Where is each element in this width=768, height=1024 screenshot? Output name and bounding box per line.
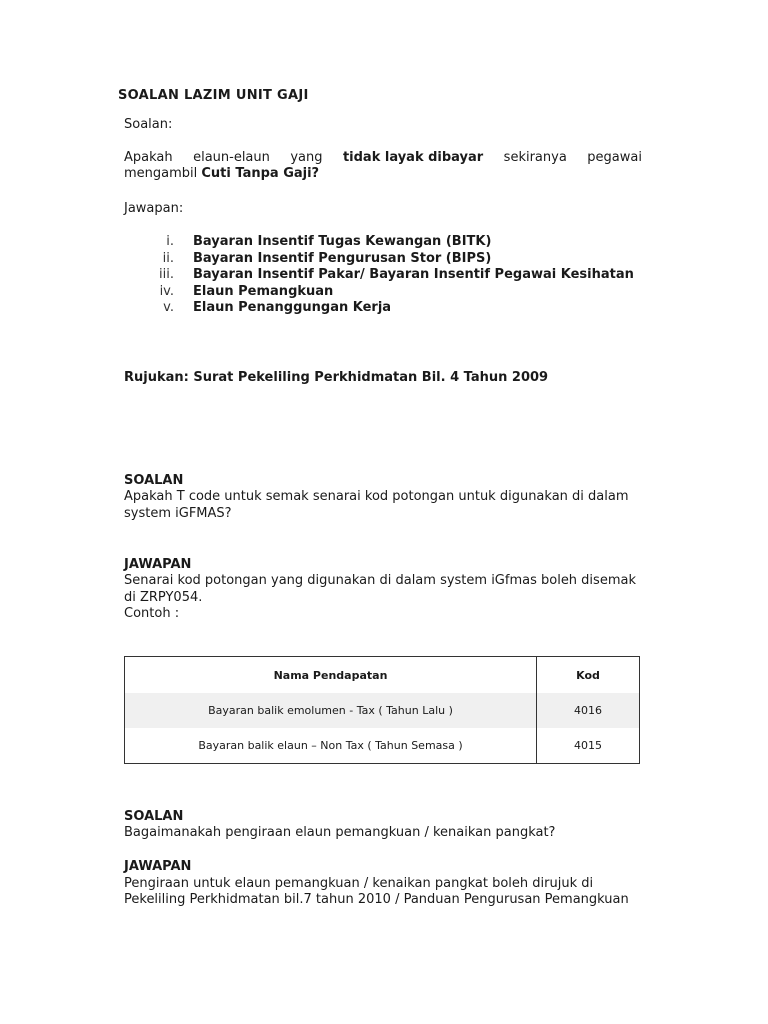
table-cell: Bayaran balik emolumen - Tax ( Tahun Lalu ) xyxy=(125,693,537,728)
section1-question-line2 xyxy=(124,166,319,182)
column-header-kod: Kod xyxy=(537,657,640,694)
section1-question-line2-prefix: mengambil xyxy=(124,166,202,181)
deduction-code-table xyxy=(124,656,640,764)
document-title: SOALAN LAZIM UNIT GAJI xyxy=(118,88,309,103)
table-row xyxy=(125,693,640,728)
list-item xyxy=(124,267,664,284)
list-item-number: iii. xyxy=(159,267,174,282)
section3-answer-line1: Pengiraan untuk elaun pemangkuan / kenaikan pangkat boleh dirujuk di xyxy=(124,876,594,891)
list-item-number: ii. xyxy=(162,250,174,266)
section1-question-line2-emphasis: Cuti Tanpa Gaji? xyxy=(201,166,320,181)
list-item-number: i. xyxy=(166,234,174,249)
table-cell: 4016 xyxy=(537,693,640,728)
table-cell: 4015 xyxy=(537,728,640,764)
section1-reference: Rujukan: Surat Pekeliling Perkhidmatan Bil. 4 Tahun 2009 xyxy=(124,370,549,385)
section1-question-word: sekiranya xyxy=(503,150,567,165)
section1-question-word: Apakah xyxy=(124,150,173,165)
section3-question-label: SOALAN xyxy=(124,809,184,824)
section1-answer-list xyxy=(124,234,664,317)
list-item xyxy=(124,251,664,268)
list-item xyxy=(124,234,664,251)
section1-question-word: pegawai xyxy=(587,150,642,165)
section2-example-label: Contoh : xyxy=(124,606,180,621)
list-item-text: Bayaran Insentif Tugas Kewangan (BITK) xyxy=(193,234,492,249)
list-item-text: Elaun Pemangkuan xyxy=(193,283,334,299)
section1-question-label: Soalan: xyxy=(124,117,173,132)
section3-answer-line2: Pekeliling Perkhidmatan bil.7 tahun 2010 / Panduan Pengurusan Pemangkuan xyxy=(124,892,629,907)
list-item-text: Elaun Penanggungan Kerja xyxy=(193,300,392,315)
section2-question-text: Apakah T code untuk semak senarai kod potongan untuk digunakan di dalam system iGFMAS? xyxy=(124,489,629,521)
section3-answer-label: JAWAPAN xyxy=(124,859,192,874)
section1-question-line1 xyxy=(124,150,642,166)
section3-question-text: Bagaimanakah pengiraan elaun pemangkuan / kenaikan pangkat? xyxy=(124,825,556,840)
section1-question-emphasis: tidak layak dibayar xyxy=(342,150,484,165)
column-header-nama-pendapatan: Nama Pendapatan xyxy=(125,657,537,694)
list-item xyxy=(124,284,664,301)
list-item-text: Bayaran Insentif Pakar/ Bayaran Insentif Pegawai Kesihatan xyxy=(193,267,634,282)
list-item-number: iv. xyxy=(159,283,174,299)
section1-question-word: yang xyxy=(290,150,323,165)
section2-question-label: SOALAN xyxy=(124,473,184,488)
table-header-row xyxy=(125,657,640,694)
list-item-number: v. xyxy=(163,300,174,315)
table-row xyxy=(125,728,640,764)
list-item-text: Bayaran Insentif Pengurusan Stor (BIPS) xyxy=(193,250,492,266)
table-cell: Bayaran balik elaun – Non Tax ( Tahun Semasa ) xyxy=(125,728,537,764)
section2-answer-label: JAWAPAN xyxy=(124,557,192,572)
section1-answer-label: Jawapan: xyxy=(124,201,184,216)
list-item xyxy=(124,300,664,317)
section1-question-word: elaun-elaun xyxy=(193,150,270,165)
section2-answer-text: Senarai kod potongan yang digunakan di dalam system iGfmas boleh disemak di ZRPY054. xyxy=(124,573,636,605)
